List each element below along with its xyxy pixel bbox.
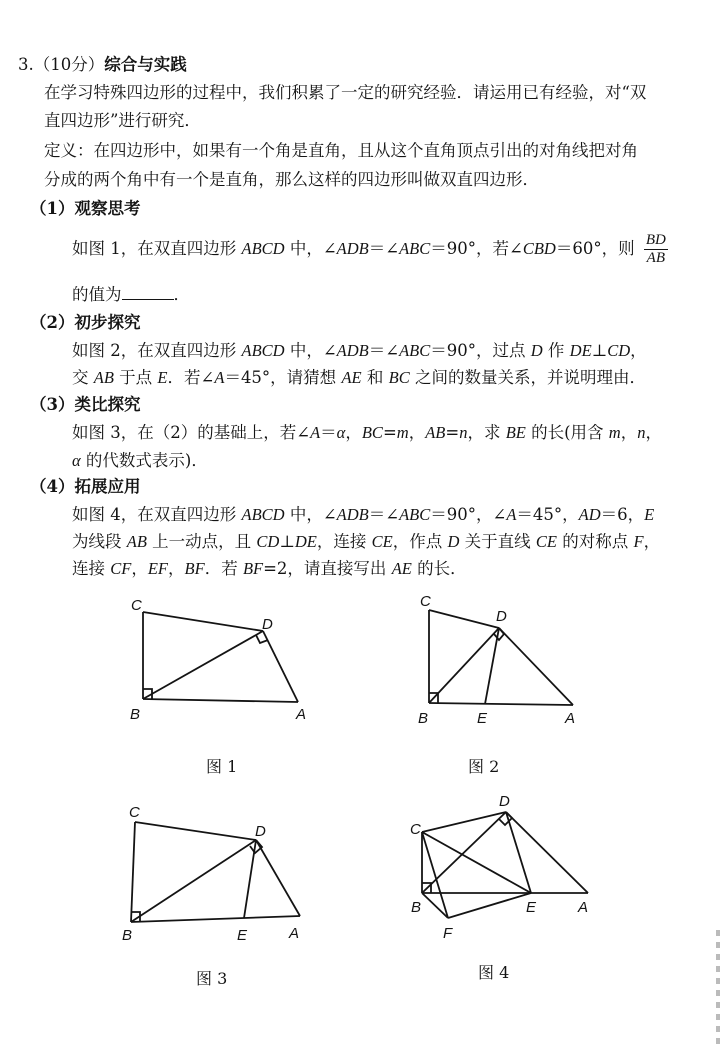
fig4-label-c: C: [410, 821, 421, 838]
fig4-caption: 图 4: [478, 963, 510, 982]
fig2-label-e: E: [477, 710, 488, 727]
part4-line-1: 如图 4，在双直四边形 ABCD 中，∠ADB＝∠ABC＝90°，∠A＝45°，AD＝6，E: [72, 505, 655, 524]
fig1-label-d: D: [262, 616, 273, 633]
part3-line-2: α 的代数式表示)．: [72, 451, 208, 470]
intro-line-1: 在学习特殊四边形的过程中，我们积累了一定的研究经验．请运用已有经验，对“双: [44, 83, 647, 102]
part4-label: （4）拓展应用: [30, 477, 141, 496]
fig4-label-b: B: [411, 899, 422, 916]
fig4-label-f: F: [443, 925, 453, 942]
part2-line-1: 如图 2，在双直四边形 ABCD 中，∠ADB＝∠ABC＝90°，过点 D 作 DE⊥CD，: [72, 341, 647, 360]
fig3-label-d: D: [255, 823, 266, 840]
intro-line-2: 直四边形”进行研究．: [44, 111, 201, 130]
fig3-label-a: A: [289, 925, 300, 942]
problem-points: （10分）: [33, 55, 105, 74]
fig4-segment-cd: [422, 812, 506, 832]
fig4-segment-ef: [448, 893, 531, 918]
fraction-bd-over-ab: $\frac{BD}{AB}$: [645, 232, 666, 266]
part1-line-2: 的值为 ．: [72, 285, 190, 304]
part2-label: （2）初步探究: [30, 313, 141, 332]
problem-number: 3.: [18, 55, 34, 74]
fig1-label-a: A: [296, 706, 307, 723]
definition-line-2: 分成的两个角中有一个是直角，那么这样的四边形叫做双直四边形．: [44, 170, 539, 189]
fig1-label-c: C: [131, 597, 142, 614]
fig2-label-a: A: [565, 710, 576, 727]
fig4-label-e: E: [526, 899, 537, 916]
fig2-label-b: B: [418, 710, 429, 727]
problem-title: 综合与实践: [104, 55, 187, 74]
fig3-label-b: B: [122, 927, 133, 944]
page-edge-decoration: [716, 930, 720, 1050]
fig1-label-b: B: [130, 706, 141, 723]
part4-line-3: 连接 CF，EF，BF．若 BF=2，请直接写出 AE 的长．: [72, 559, 467, 578]
part1-line-1: 如图 1，在双直四边形 ABCD 中，∠ADB＝∠ABC＝90°，若∠CBD＝60°，则 $\frac{BD}{AB}$: [72, 232, 666, 266]
fig4-label-d: D: [499, 793, 510, 810]
fig2-label-d: D: [496, 608, 507, 625]
part3-label: （3）类比探究: [30, 395, 141, 414]
fig3-label-c: C: [129, 804, 140, 821]
part2-line-2: 交 AB 于点 E．若∠A＝45°，请猜想 AE 和 BC 之间的数量关系，并说明理由．: [72, 368, 646, 387]
fig3-label-e: E: [237, 927, 248, 944]
fig3-caption: 图 3: [196, 969, 228, 988]
fig2-caption: 图 2: [468, 757, 500, 776]
fig1-caption: 图 1: [206, 757, 238, 776]
part3-line-1: 如图 3，在（2）的基础上，若∠A＝α，BC=m，AB=n，求 BE 的长(用含 m，n，: [72, 423, 662, 442]
fig2-label-c: C: [420, 593, 431, 610]
definition-line-1: 定义：在四边形中，如果有一个角是直角，且从这个直角顶点引出的对角线把对角: [44, 141, 638, 160]
fig4-label-a: A: [578, 899, 589, 916]
part1-label: （1）观察思考: [30, 199, 141, 218]
fig4-segment-bd: [422, 812, 506, 893]
part4-line-2: 为线段 AB 上一动点，且 CD⊥DE，连接 CE，作点 D 关于直线 CE 的对称点 F，: [72, 532, 661, 551]
